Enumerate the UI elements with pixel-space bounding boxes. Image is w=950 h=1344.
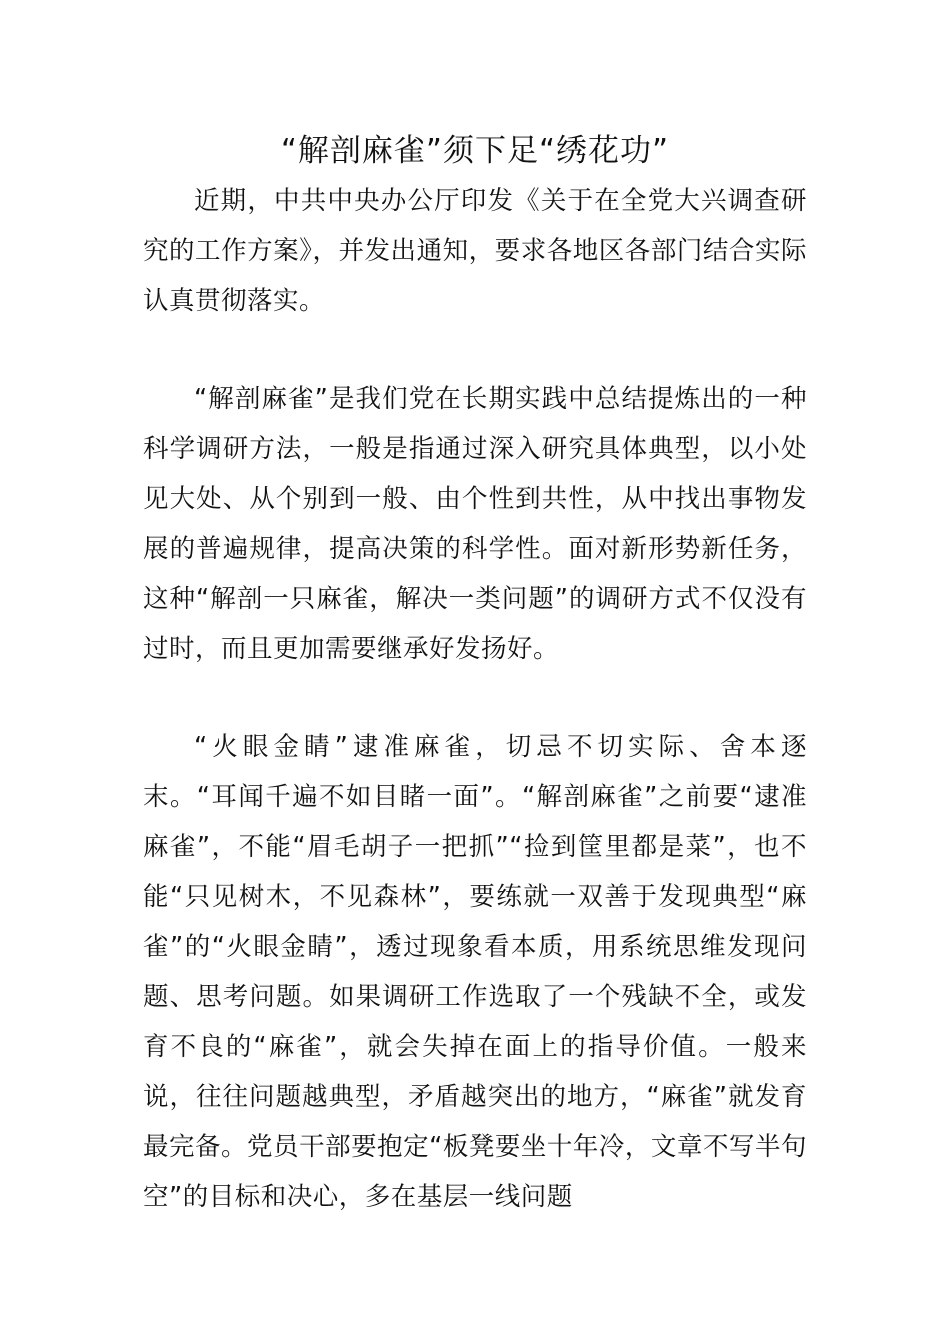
paragraph-2: “解剖麻雀”是我们党在长期实践中总结提炼出的一种科学调研方法，一般是指通过深入研究具体典型，以小处见大处、从个别到一般、由个性到共性，从中找出事物发展的普遍规律，提高决策的科学性。面对新形势新任务，这种“解剖一只麻雀，解决一类问题”的调研方式不仅没有过时，而且更加需要继承好发扬好。 <box>143 384 807 664</box>
document-title: “解剖麻雀”须下足“绣花功” <box>280 133 670 169</box>
paragraph-1: 近期，中共中央办公厅印发《关于在全党大兴调查研究的工作方案》，并发出通知，要求各地区各部门结合实际认真贯彻落实。 <box>143 186 807 316</box>
paragraph-3: “火眼金睛”逮准麻雀，切忌不切实际、舍本逐末。“耳闻千遍不如目睹一面”。“解剖麻雀”之前要“逮准麻雀”，不能“眉毛胡子一把抓”“捡到筐里都是菜”，也不能“只见树木，不见森林”，要练就一双善于发现典型“麻雀”的“火眼金睛”，透过现象看本质，用系统思维发现问题、思考问题。如果调研工作选取了一个残缺不全，或发育不良的“麻雀”，就会失掉在面上的指导价值。一般来说，往往问题越典型，矛盾越突出的地方，“麻雀”就发育最完备。党员干部要抱定“板凳要坐十年冷，文章不写半句空”的目标和决心，多在基层一线问题 <box>143 732 807 1212</box>
